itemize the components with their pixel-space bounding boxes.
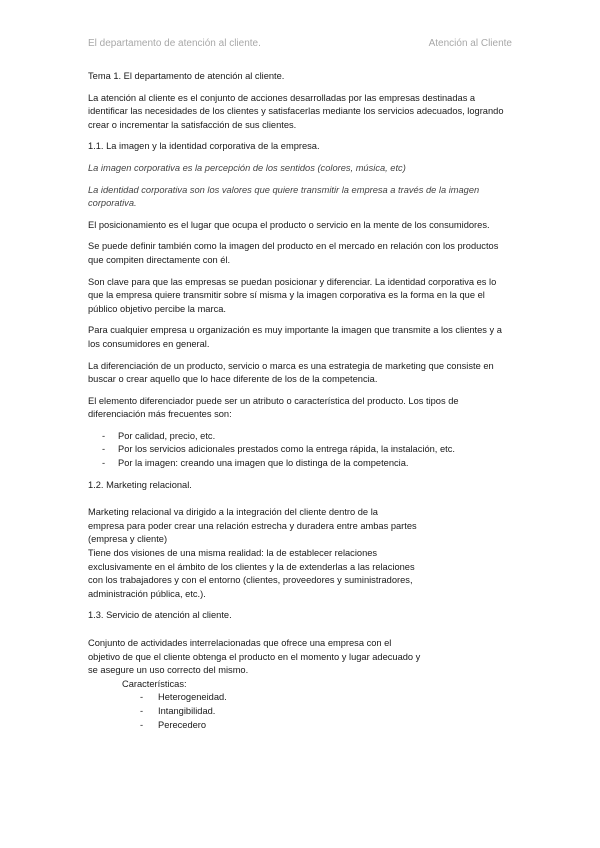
list-item xyxy=(140,705,514,719)
list-item-text: Por la imagen: creando una imagen que lo distinga de la competencia. xyxy=(118,458,409,469)
diferenciacion-list xyxy=(88,430,514,471)
text-line: exclusivamente en el ámbito de los clientes y la de extenderlas a las relaciones xyxy=(88,561,415,572)
list-item xyxy=(88,430,514,444)
intro-paragraph: La atención al cliente es el conjunto de acciones desarrolladas por las empresas destinadas a identificar las necesidades de los clientes y satisfacerlas mediante los servicios adecuados, logrando crear o incrementar la satisfacción de sus clientes. xyxy=(88,92,504,130)
section-3-heading: 1.3. Servicio de atención al cliente. xyxy=(88,610,232,621)
importancia-paragraph: Para cualquier empresa u organización es muy importante la imagen que transmite a los clientes y a los consumidores en general. xyxy=(88,325,502,349)
posicionamiento-paragraph: El posicionamiento es el lugar que ocupa el producto o servicio en la mente de los consumidores. xyxy=(88,219,490,230)
section-2-heading: 1.2. Marketing relacional. xyxy=(88,479,192,490)
identidad-corporativa-definition: La identidad corporativa son los valores que quiere transmitir la empresa a través de la imagen corporativa. xyxy=(88,184,480,209)
elemento-diferenciador-paragraph: El elemento diferenciador puede ser un atributo o característica del producto. Los tipos de diferenciación más frecuentes son: xyxy=(88,395,459,420)
header-right: Atención al Cliente xyxy=(428,38,512,49)
text-line: (empresa y cliente) xyxy=(88,534,168,545)
marketing-relacional-text xyxy=(88,506,514,601)
list-dash: - xyxy=(102,444,106,455)
list-dash: - xyxy=(140,719,144,730)
list-item-text: Perecedero xyxy=(158,719,207,730)
section-1-heading: 1.1. La imagen y la identidad corporativa de la empresa. xyxy=(88,141,320,152)
text-line: se asegure un uso correcto del mismo. xyxy=(88,665,249,676)
list-dash: - xyxy=(102,430,106,441)
list-dash: - xyxy=(102,458,106,469)
header-left: El departamento de atención al cliente. xyxy=(88,38,261,49)
list-dash: - xyxy=(140,705,144,716)
list-item-text: Intangibilidad. xyxy=(158,705,216,716)
document-body xyxy=(88,70,514,740)
text-line: empresa para poder crear una relación estrecha y duradera entre ambas partes xyxy=(88,520,417,531)
list-item xyxy=(140,719,514,733)
text-line: Tiene dos visiones de una misma realidad: la de establecer relaciones xyxy=(88,548,378,559)
imagen-corporativa-definition: La imagen corporativa es la percepción de los sentidos (colores, música, etc) xyxy=(88,162,406,173)
caracteristicas-label: Características: xyxy=(122,678,187,689)
list-item xyxy=(140,691,514,705)
text-line: Conjunto de actividades interrelacionadas que ofrece una empresa con el xyxy=(88,638,392,648)
diferenciacion-paragraph: La diferenciación de un producto, servicio o marca es una estrategia de marketing que consiste en buscar o crear aquello que lo hace diferente de los de la competencia. xyxy=(88,360,494,385)
list-item-text: Heterogeneidad. xyxy=(158,692,227,703)
list-item-text: Por calidad, precio, etc. xyxy=(118,430,216,441)
text-line: Marketing relacional va dirigido a la integración del cliente dentro de la xyxy=(88,507,378,518)
list-item xyxy=(88,443,514,457)
servicio-atencion-text xyxy=(88,637,514,732)
list-item-text: Por los servicios adicionales prestados como la entrega rápida, la instalación, etc. xyxy=(118,444,455,455)
list-item xyxy=(88,457,514,471)
doc-title: Tema 1. El departamento de atención al cliente. xyxy=(88,71,285,81)
list-dash: - xyxy=(140,692,144,703)
text-line: objetivo de que el cliente obtenga el producto en el momento y lugar adecuado y xyxy=(88,651,421,662)
imagen-producto-paragraph: Se puede definir también como la imagen del producto en el mercado en relación con los productos que compiten directamente con él. xyxy=(88,241,499,265)
running-header xyxy=(88,38,512,49)
text-line: administración pública, etc.). xyxy=(88,588,206,599)
clave-paragraph: Son clave para que las empresas se puedan posicionar y diferenciar. La identidad corporativa es lo que la empresa quiere transmitir sobre sí misma y la imagen corporativa es la forma en la que el público objetivo percibe la marca. xyxy=(88,276,497,314)
caracteristicas-list xyxy=(88,691,514,732)
text-line: con los trabajadores y con el entorno (clientes, proveedores y suministradores, xyxy=(88,575,413,586)
